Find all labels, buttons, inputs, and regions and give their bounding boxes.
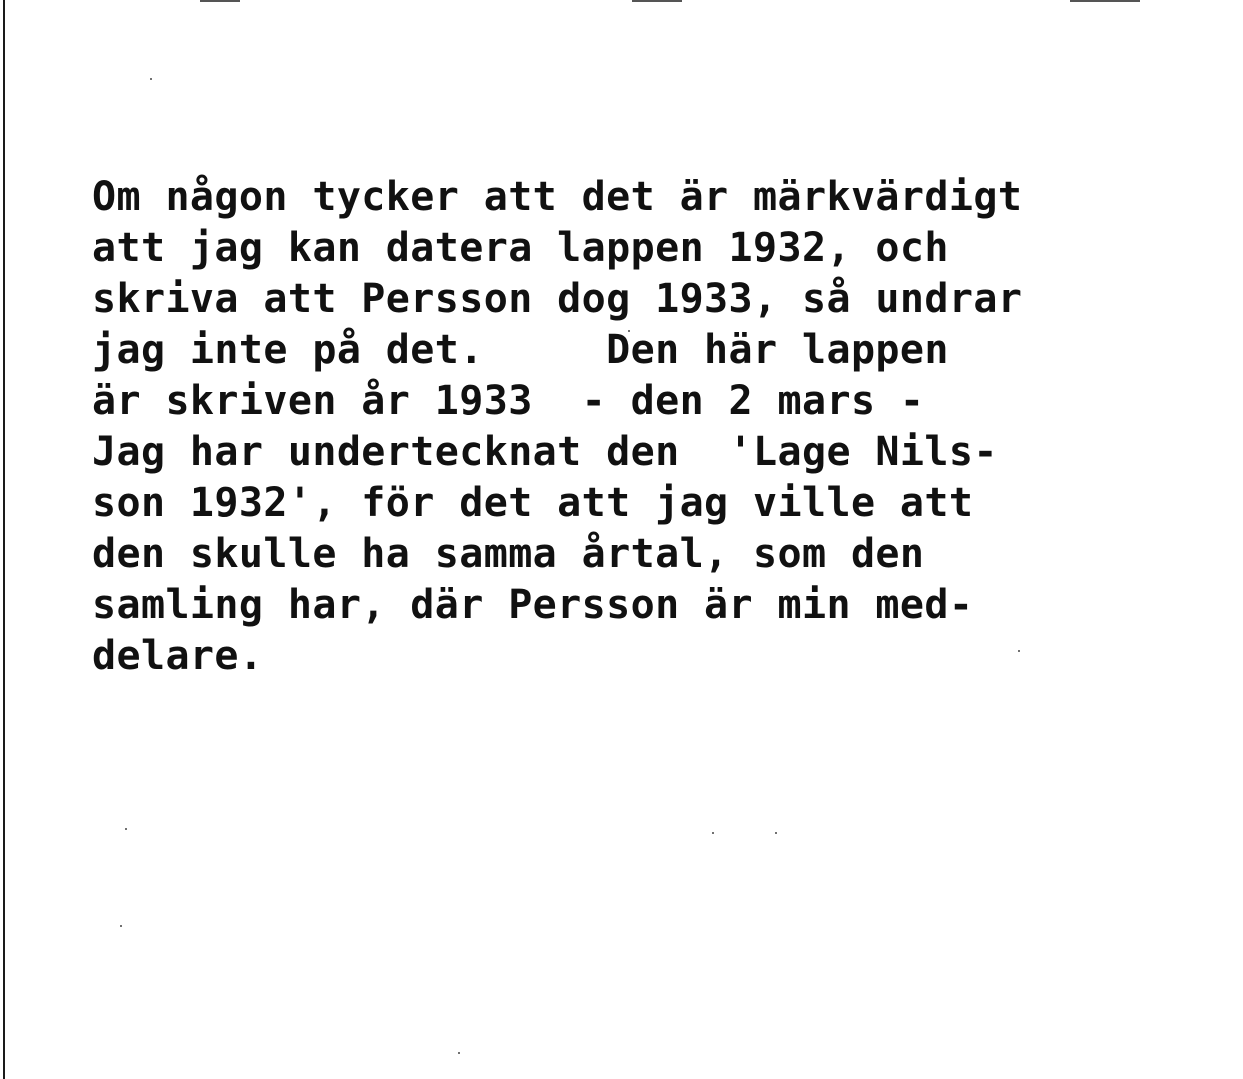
- text-line: samling har, där Persson är min med-: [92, 582, 974, 628]
- scan-top-mark: [632, 0, 682, 2]
- typewritten-note: [92, 172, 1232, 682]
- scan-speck: [458, 1052, 460, 1054]
- scan-top-mark: [1070, 0, 1140, 2]
- text-line: skriva att Persson dog 1933, så undrar: [92, 276, 1023, 322]
- text-line: Om någon tycker att det är märkvärdigt: [92, 174, 1023, 220]
- scan-speck: [150, 78, 152, 80]
- scan-speck: [775, 832, 777, 834]
- scan-speck: [712, 832, 714, 834]
- text-line: att jag kan datera lappen 1932, och: [92, 225, 949, 271]
- scan-speck: [120, 925, 122, 927]
- text-line: den skulle ha samma årtal, som den: [92, 531, 925, 577]
- scan-left-edge: [3, 0, 5, 1079]
- text-line: är skriven år 1933 - den 2 mars -: [92, 378, 925, 424]
- scan-top-mark: [200, 0, 240, 2]
- text-line: jag inte på det. Den här lappen: [92, 327, 949, 373]
- text-line: delare.: [92, 633, 264, 679]
- text-line: son 1932', för det att jag ville att: [92, 480, 974, 526]
- scan-speck: [125, 828, 127, 830]
- text-line: Jag har undertecknat den 'Lage Nils-: [92, 429, 998, 475]
